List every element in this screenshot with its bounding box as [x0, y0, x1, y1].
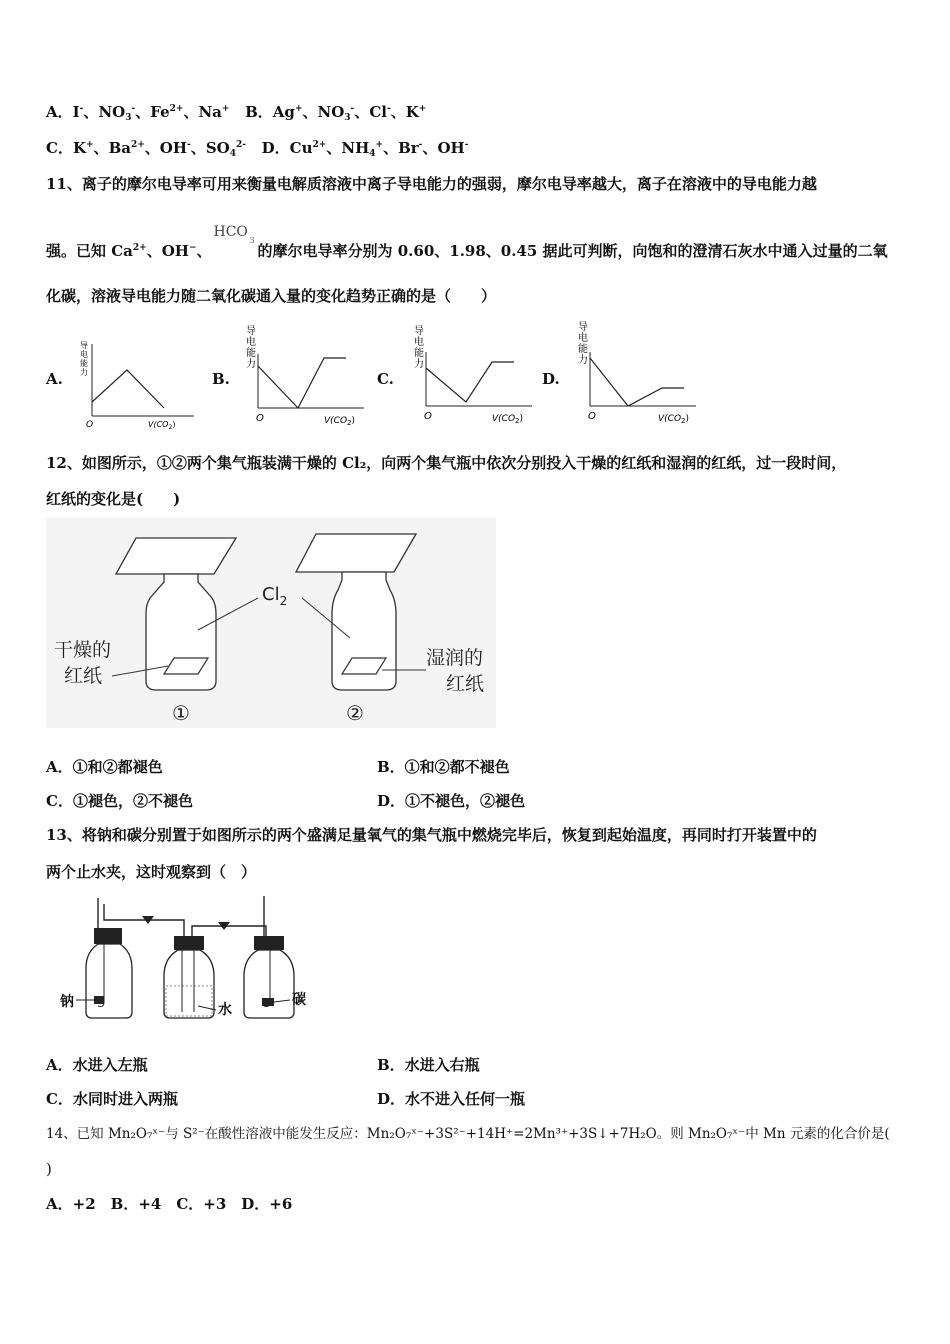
glass-plate-1 [116, 538, 236, 574]
ion-no3: NO [317, 103, 345, 121]
sodium-sample [94, 996, 104, 1004]
ion-ag: Ag [272, 103, 295, 121]
water-label: 水 [218, 1002, 232, 1018]
q10-options-row2: C．K+、$Ba^{2+}$、OH-、$SO_4^{2-}$ D．$Cu^{2+}$、$NH_4^+$、Br-、OH- [46, 139, 469, 159]
q10-options-row1: A．I-、$NO_3^-$、$Fe^{2+}$、Na+ B．Ag+、$NO_3^-$、Cl-、K+ [46, 103, 427, 123]
q12-option-c: C．①褪色，②不褪色 [46, 792, 193, 810]
q13-line1: 13、将钠和碳分别置于如图所示的两个盛满足量氧气的集气瓶中燃烧完毕后，恢复到起始温度，再同时打开装置中的 [46, 826, 817, 844]
y-label-char: 电 [80, 350, 88, 359]
q13-option-c: C．水同时进入两瓶 [46, 1090, 178, 1108]
y-label-char: 力 [414, 359, 424, 370]
middle-stopper [174, 936, 204, 950]
ion-nh4: NH [341, 139, 370, 157]
y-label-char: 力 [80, 368, 88, 377]
ion-ba: Ba [108, 139, 131, 157]
graph-a-label: A. [46, 370, 63, 388]
x-axis-label: $V(CO_2)$ [324, 416, 356, 427]
graph-d-label: D. [542, 370, 560, 388]
ion-br: Br [398, 139, 419, 157]
q12-option-d: D．①不褪色，②褪色 [377, 792, 526, 810]
y-label-char: 能 [80, 359, 88, 368]
carbon-label: 碳 [292, 992, 306, 1008]
ion-cu: Cu [289, 139, 313, 157]
carbon-sample [262, 998, 274, 1006]
q10-option-a-label: A． [46, 103, 73, 121]
origin-label: O [424, 411, 432, 422]
q11-line1: 11、离子的摩尔电导率可用来衡量电解质溶液中离子导电能力的强弱，摩尔电导率越大，离子在溶液中的导电能力越 [46, 175, 817, 193]
bottle-2-number: ② [346, 701, 364, 725]
q12-option-b: B．①和②都不褪色 [377, 758, 510, 776]
q10-option-c-label: C． [46, 139, 73, 157]
trend-line [590, 358, 684, 406]
figure-background [46, 518, 496, 728]
trend-line [426, 362, 514, 402]
right-stopper [254, 936, 284, 950]
ion-i: I [72, 103, 80, 121]
origin-label: O [86, 420, 94, 430]
glass-plate-2 [296, 534, 416, 572]
dry-paper-label-2: 红纸 [64, 665, 103, 687]
x-axis-label: $V(CO_2)$ [148, 420, 176, 430]
sodium-label: 钠 [60, 994, 74, 1010]
ion-so4: SO [205, 139, 230, 157]
y-label-char: 能 [246, 348, 256, 359]
q10-option-b-label: B． [245, 103, 273, 121]
y-label-char: 能 [414, 348, 424, 359]
wet-paper-label: 湿润的 [426, 647, 484, 669]
left-bottle [86, 944, 132, 1018]
hco3-formula: HCO 3 [213, 224, 255, 245]
water-level [166, 986, 212, 1016]
cl2-label: $Cl_2$ [262, 584, 288, 608]
ion-oh: OH [437, 139, 465, 157]
y-label-char: 电 [246, 337, 256, 348]
right-bottle [244, 950, 294, 1018]
y-label-char: 力 [246, 359, 256, 370]
q13-option-d: D．水不进入任何一瓶 [377, 1090, 526, 1108]
y-label-char: 能 [578, 344, 588, 355]
ion-k: K [72, 139, 86, 157]
q12-option-a: A．①和②都褪色 [46, 758, 163, 776]
ion-k: K [405, 103, 419, 121]
graph-b-label: B. [212, 370, 230, 388]
dry-paper-label: 干燥的 [54, 639, 112, 661]
graph-d [572, 318, 702, 430]
trend-line [92, 370, 164, 408]
ion-cl: Cl [369, 103, 387, 121]
graph-c-label: C. [377, 370, 394, 388]
trend-line [258, 358, 346, 408]
x-axis-label: $V(CO_2)$ [658, 414, 690, 425]
ion-no3: NO [98, 103, 126, 121]
graph-b [240, 322, 370, 430]
q13-figure [58, 894, 318, 1028]
y-label-char: 力 [578, 355, 588, 366]
q10-option-d-label: D． [261, 139, 290, 157]
y-label-char: 电 [578, 333, 588, 344]
y-label-char: 导 [414, 326, 424, 337]
bottle-1-number: ① [172, 701, 190, 725]
q14-options: A．+2 B．+4 C．+3 D．+6 [46, 1195, 293, 1213]
q13-option-a: A．水进入左瓶 [46, 1056, 148, 1074]
q13-option-b: B．水进入右瓶 [377, 1056, 480, 1074]
y-label-char: 导 [246, 326, 256, 337]
q12-figure [46, 518, 496, 728]
ion-oh: OH [159, 139, 188, 157]
q11-line3: 化碳，溶液导电能力随二氧化碳通入量的变化趋势正确的是（ ） [46, 287, 497, 305]
ion-fe: Fe [150, 103, 170, 121]
graph-c [408, 322, 538, 430]
left-stopper [94, 928, 122, 944]
origin-label: O [588, 411, 596, 422]
ion-na: Na [198, 103, 222, 121]
y-label-char: 导 [578, 322, 588, 333]
graph-a [76, 336, 201, 430]
y-label-char: 导 [80, 341, 88, 350]
q14-line1: 14、已知 Mn₂O₇ˣ⁻与 S²⁻在酸性溶液中能发生反应：Mn₂O₇ˣ⁻+3S²⁻+14H⁺=2Mn³⁺+3S↓+7H₂O。则 Mn₂O₇ˣ⁻中 Mn 元素的化合价是( [46, 1126, 890, 1142]
x-axis-label: $V(CO_2)$ [492, 414, 524, 425]
q11-line2: 强。已知 $Ca^{2+}$、OH−、 HCO 3 的摩尔电导率分别为 0.60、1.98、0.45 据此可判断，向饱和的澄清石灰水中通入过量的二氧 [46, 224, 888, 260]
q14-line2: ) [46, 1160, 52, 1178]
q13-line2: 两个止水夹，这时观察到（ ） [46, 863, 257, 881]
origin-label: O [256, 413, 264, 424]
wet-paper-label-2: 红纸 [446, 673, 485, 695]
q12-line2: 红纸的变化是( ) [46, 490, 181, 508]
y-label-char: 电 [414, 337, 424, 348]
q12-line1: 12、如图所示，①②两个集气瓶装满干燥的 Cl₂，向两个集气瓶中依次分别投入干燥的红纸和湿润的红纸，过一段时间， [46, 454, 847, 472]
